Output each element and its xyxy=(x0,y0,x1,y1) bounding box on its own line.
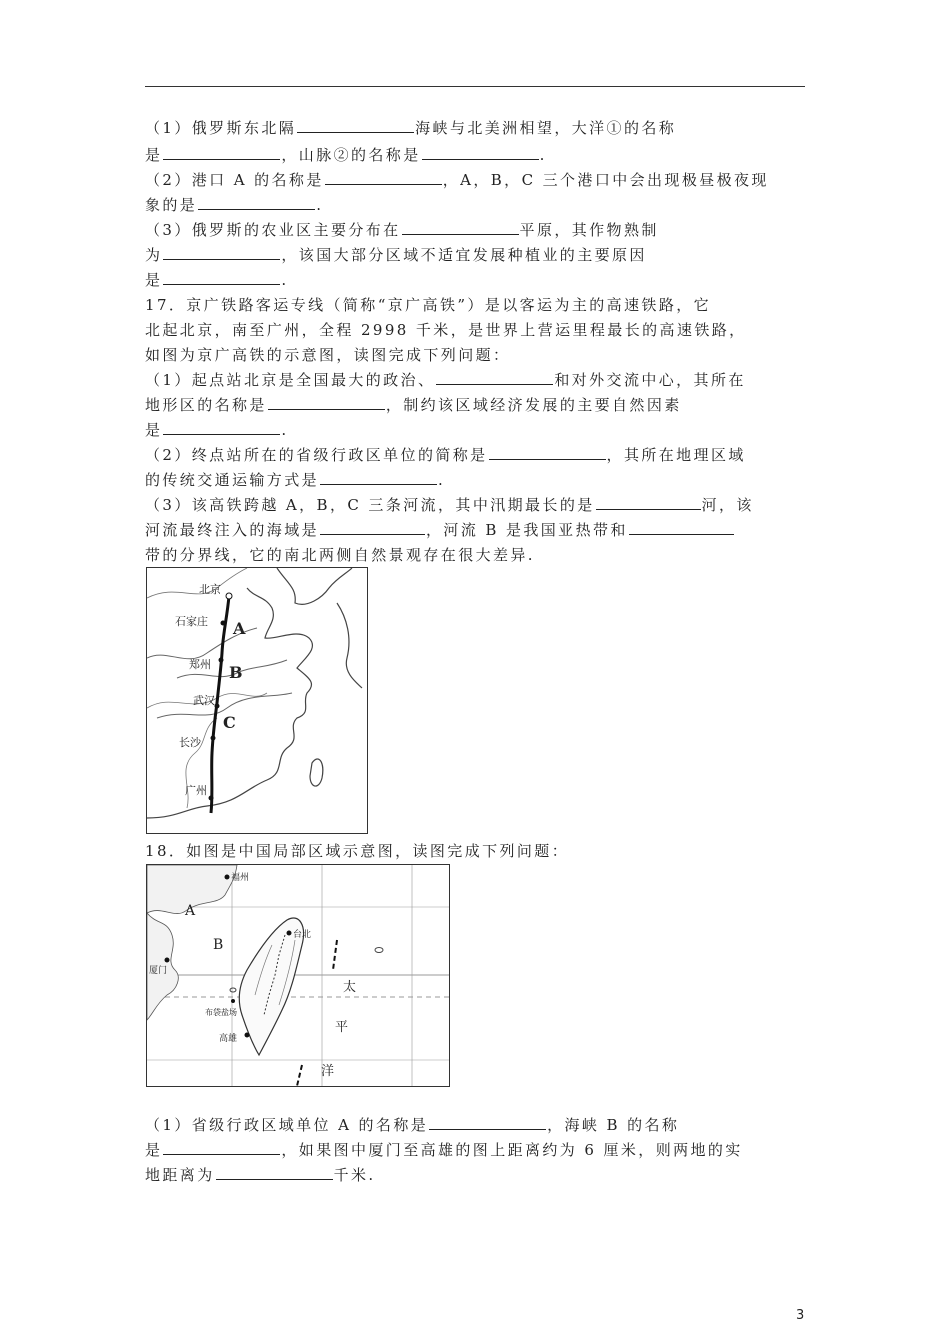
korea-coast xyxy=(337,603,362,688)
answer-blank[interactable] xyxy=(297,118,414,133)
answer-blank[interactable] xyxy=(163,145,280,160)
q16-2-line1: （2）港口 A 的名称是 ，A，B，C 三个港口中会出现极昼极夜现 xyxy=(145,171,769,189)
peninsula-coast xyxy=(277,568,352,604)
answer-blank[interactable] xyxy=(429,1115,546,1130)
label-changsha: 长沙 xyxy=(179,736,201,749)
q18-stem: 18．如图是中国局部区域示意图，读图完成下列问题： xyxy=(145,842,570,860)
q17-2-line1: （2）终点站所在的省级行政区单位的简称是 ，其所在地理区域 xyxy=(145,446,746,464)
city-taipei xyxy=(287,931,292,936)
q17-1-line2: 地形区的名称是 ，制约该区域经济发展的主要自然因素 xyxy=(145,396,682,414)
q17-1-line1: （1）起点站北京是全国最大的政治、 和对外交流中心，其所在 xyxy=(145,371,746,389)
label-guangzhou: 广州 xyxy=(185,784,207,797)
q17-stem-line3: 如图为京广高铁的示意图，读图完成下列问题： xyxy=(145,346,511,364)
answer-blank[interactable] xyxy=(629,520,734,535)
label-b: B xyxy=(213,937,224,953)
label-fuzhou: 福州 xyxy=(231,873,250,883)
label-shijiazhuang: 石家庄 xyxy=(175,615,208,628)
answer-blank[interactable] xyxy=(436,370,553,385)
answer-blank[interactable] xyxy=(489,445,606,460)
label-beijing: 北京 xyxy=(199,583,221,596)
label-taipei: 台北 xyxy=(293,930,312,940)
answer-blank[interactable] xyxy=(268,395,385,410)
station-changsha xyxy=(211,736,216,741)
q16-1-line1: （1）俄罗斯东北隔 海峡与北美洲相望，大洋①的名称 xyxy=(145,119,677,137)
answer-blank[interactable] xyxy=(198,195,315,210)
taiwan-island xyxy=(310,759,323,786)
label-budai: 布袋盐场 xyxy=(205,1008,237,1017)
city-fuzhou xyxy=(225,875,230,880)
answer-blank[interactable] xyxy=(163,270,280,285)
city-kaohsiung xyxy=(245,1033,250,1038)
q17-2-line2: 的传统交通运输方式是 . xyxy=(145,471,446,489)
page-number: 3 xyxy=(796,1308,805,1323)
station-zhengzhou xyxy=(219,658,224,663)
label-yang: 洋 xyxy=(321,1064,335,1079)
label-tai: 太 xyxy=(343,980,357,995)
label-a: A xyxy=(185,903,196,919)
header-rule xyxy=(145,86,805,87)
station-shijiazhuang xyxy=(221,621,226,626)
label-river-a: A xyxy=(233,619,246,638)
q17-3-line3: 带的分界线，它的南北两侧自然景观存在很大差异. xyxy=(145,546,535,564)
q16-1-line2: 是 ，山脉②的名称是 . xyxy=(145,146,547,164)
q16-3-line3: 是 . xyxy=(145,271,289,289)
label-zhengzhou: 郑州 xyxy=(189,658,211,671)
q18-1-line2: 是 ，如果图中厦门至高雄的图上距离约为 6 厘米，则两地的实 xyxy=(145,1141,743,1159)
q17-stem-line1: 17．京广铁路客运专线（简称“京广高铁”）是以客运为主的高速铁路，它 xyxy=(145,296,712,314)
border xyxy=(147,568,247,598)
island xyxy=(375,948,383,953)
label-wuhan: 武汉 xyxy=(193,694,215,707)
q16-2-line2: 象的是 . xyxy=(145,196,324,214)
city-xiamen xyxy=(165,958,170,963)
q18-1-line1: （1）省级行政区域单位 A 的名称是 ，海峡 B 的名称 xyxy=(145,1116,680,1134)
label-river-b: B xyxy=(229,663,243,682)
answer-blank[interactable] xyxy=(320,470,437,485)
q17-3-line2: 河流最终注入的海域是 ，河流 B 是我国亚热带和 xyxy=(145,520,735,540)
answer-blank[interactable] xyxy=(596,495,701,510)
railway-map xyxy=(146,567,368,834)
station-beijing xyxy=(226,593,232,599)
station-wuhan xyxy=(215,704,220,709)
answer-blank[interactable] xyxy=(163,420,280,435)
island xyxy=(230,988,236,992)
label-ping: 平 xyxy=(335,1020,349,1035)
answer-blank[interactable] xyxy=(320,520,425,535)
answer-blank[interactable] xyxy=(163,245,280,260)
city-budai xyxy=(231,999,235,1003)
taiwan-strait-map xyxy=(146,864,450,1087)
answer-blank[interactable] xyxy=(402,220,519,235)
answer-blank[interactable] xyxy=(163,1140,280,1155)
answer-blank[interactable] xyxy=(325,170,442,185)
q17-1-line3: 是 . xyxy=(145,421,289,439)
boundary-mark xyxy=(333,940,337,970)
label-xiamen: 厦门 xyxy=(149,966,168,976)
coastline xyxy=(147,588,312,818)
station-guangzhou xyxy=(209,796,214,801)
q16-3-line2: 为 ，该国大部分区域不适宜发展种植业的主要原因 xyxy=(145,246,647,264)
label-river-c: C xyxy=(223,713,236,732)
q18-1-line3: 地距离为 千米. xyxy=(145,1166,376,1184)
label-kaohsiung: 高雄 xyxy=(219,1034,238,1044)
q17-stem-line2: 北起北京，南至广州，全程 2998 千米，是世界上营运里程最长的高速铁路， xyxy=(145,321,747,339)
boundary-mark xyxy=(297,1065,302,1086)
answer-blank[interactable] xyxy=(216,1165,333,1180)
answer-blank[interactable] xyxy=(422,145,539,160)
q16-3-line1: （3）俄罗斯的农业区主要分布在 平原，其作物熟制 xyxy=(145,221,659,239)
q17-3-line1: （3）该高铁跨越 A，B，C 三条河流，其中汛期最长的是 河，该 xyxy=(145,496,754,514)
